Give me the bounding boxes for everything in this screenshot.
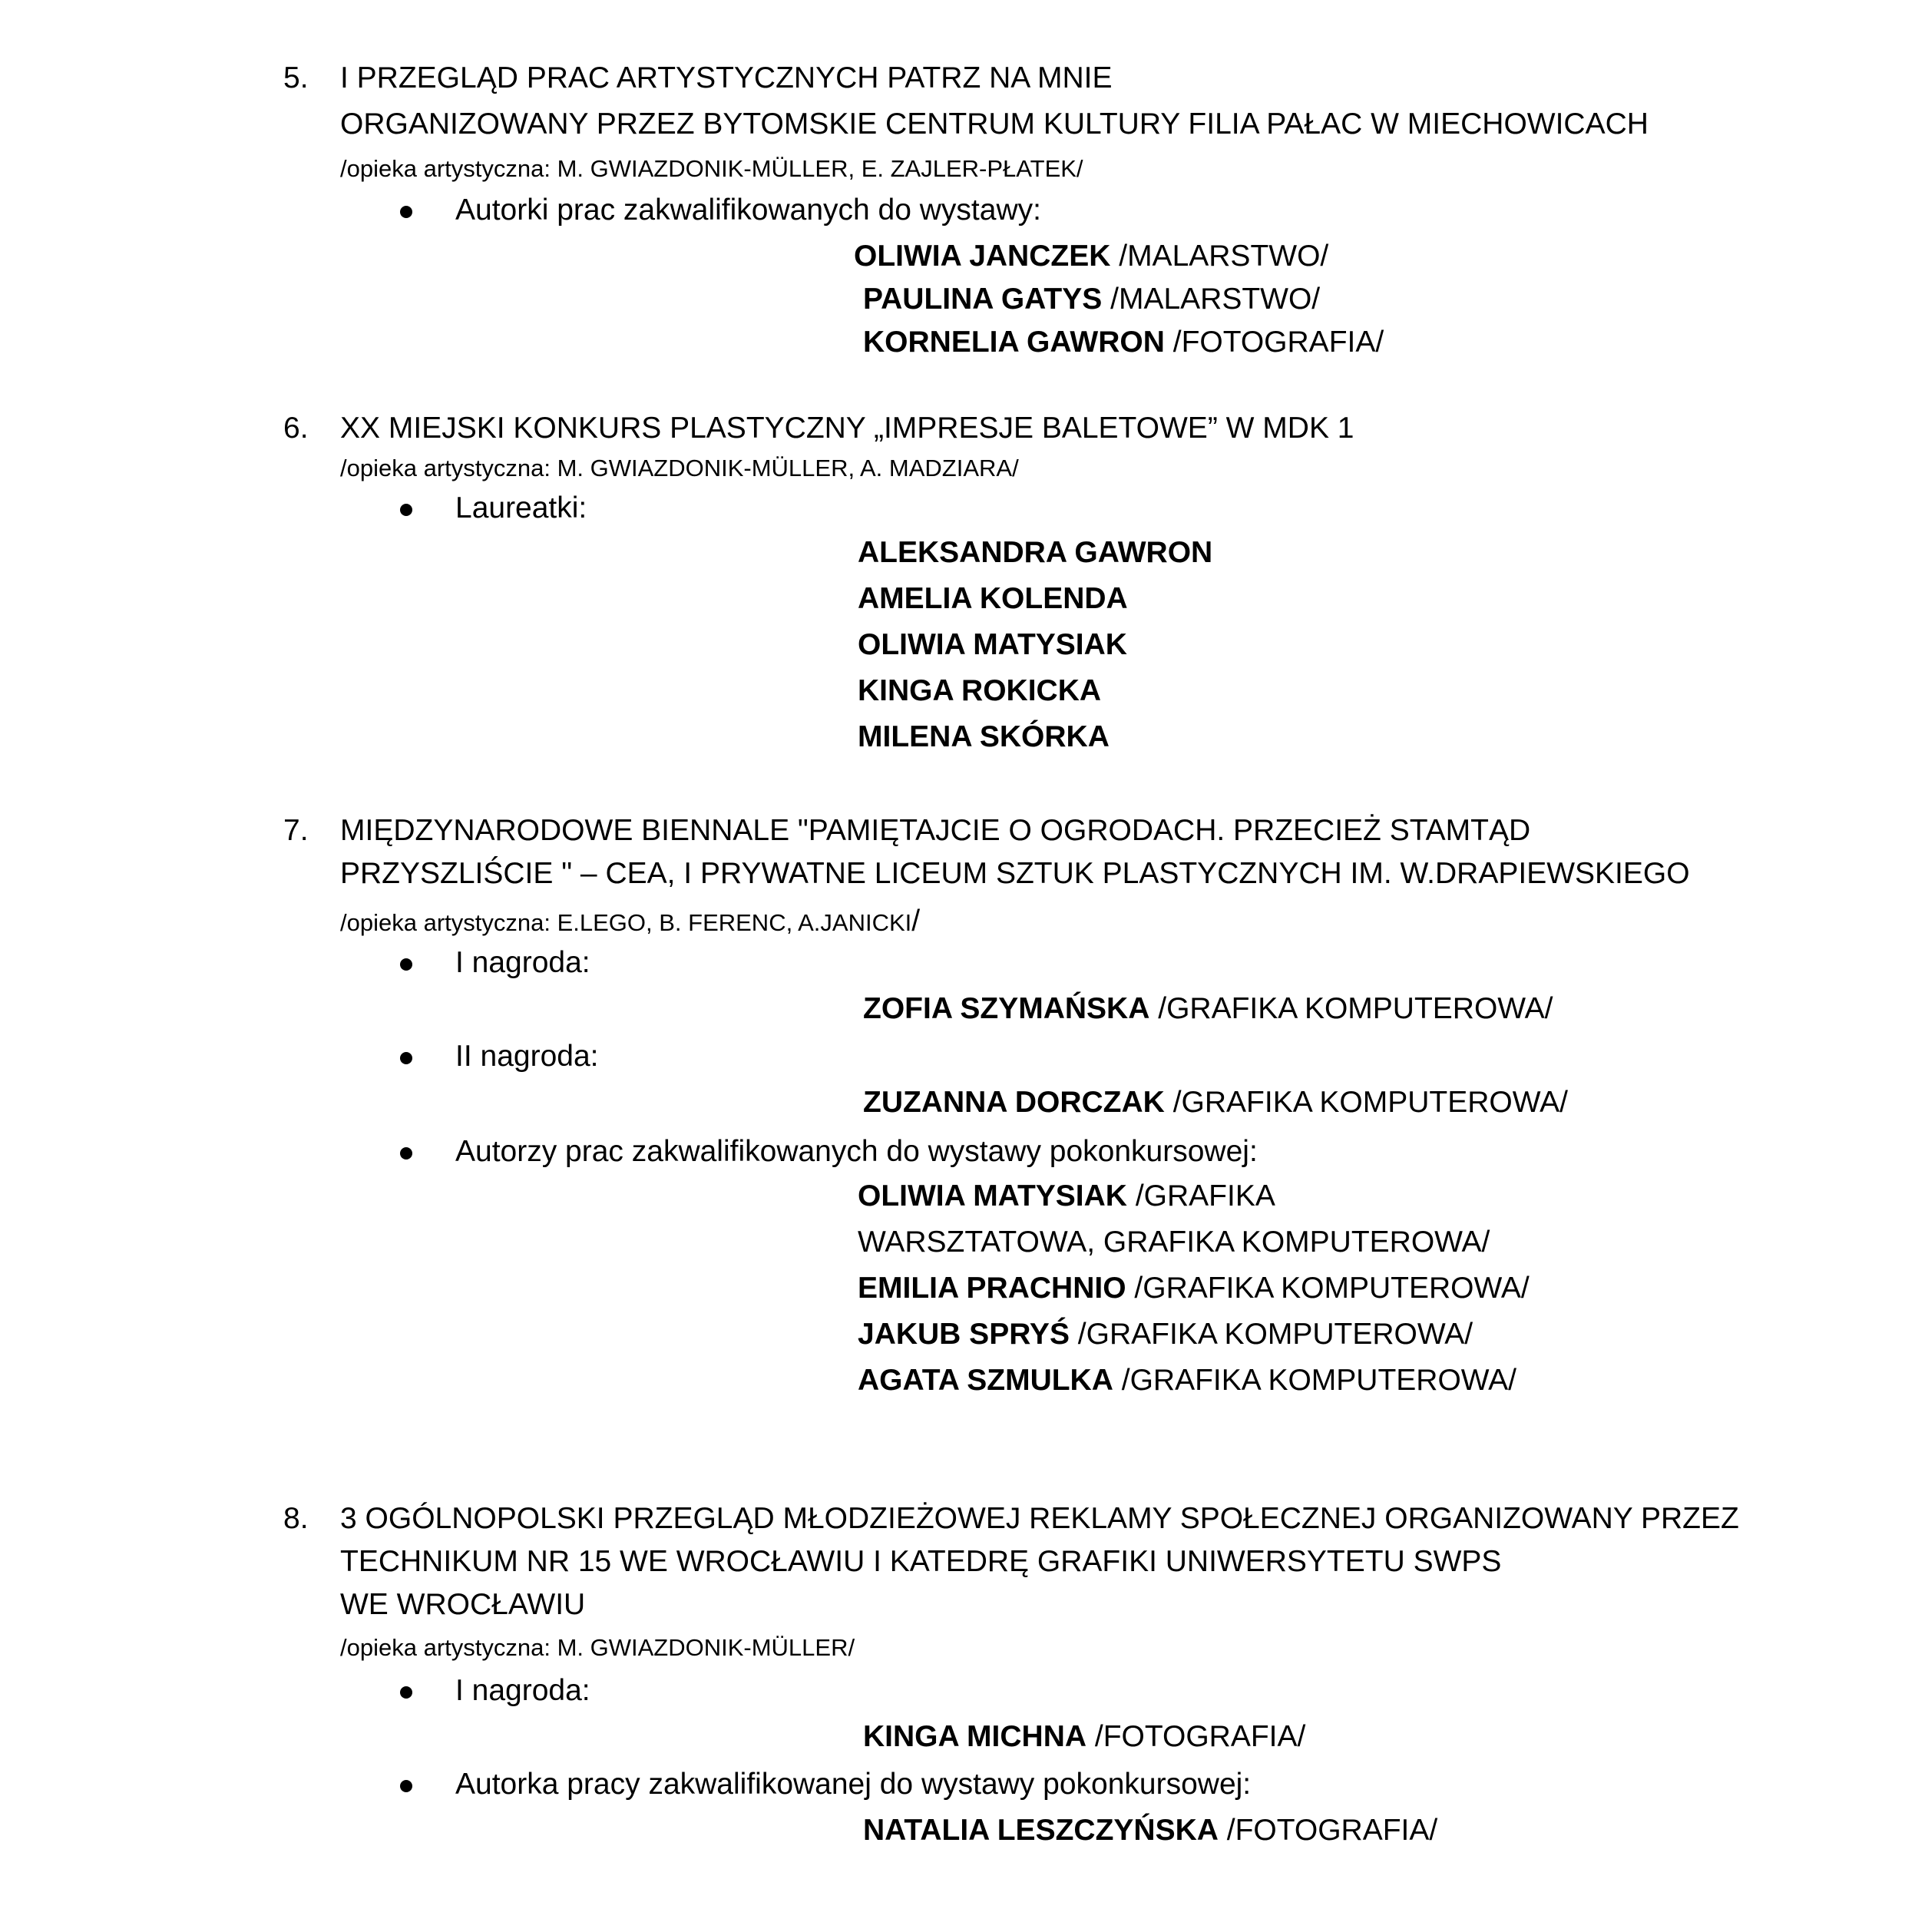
section-number: 8. xyxy=(283,1502,309,1535)
entry-detail: /GRAFIKA KOMPUTEROWA/ xyxy=(1077,1318,1473,1351)
section-title-line: WE WROCŁAWIU xyxy=(340,1588,586,1621)
artistic-care-note xyxy=(340,905,920,938)
entry-name: OLIWIA JANCZEK xyxy=(854,240,1111,273)
section-title-line: XX MIEJSKI KONKURS PLASTYCZNY „IMPRESJE BALETOWE” W MDK 1 xyxy=(340,412,1354,445)
entry-name: AGATA SZMULKA xyxy=(858,1364,1113,1397)
entry-line xyxy=(863,326,1384,359)
section-number: 7. xyxy=(283,814,309,847)
entry-name: KORNELIA GAWRON xyxy=(863,326,1165,359)
entry-detail: /GRAFIKA KOMPUTEROWA/ xyxy=(1158,992,1553,1025)
entry-name: PAULINA GATYS xyxy=(863,283,1103,316)
group-label: Autorzy prac zakwalifikowanych do wystawy pokonkursowej: xyxy=(455,1135,1258,1168)
entry-name: NATALIA LESZCZYŃSKA xyxy=(863,1814,1219,1847)
artistic-care-note: /opieka artystyczna: M. GWIAZDONIK-MÜLLER, E. ZAJLER-PŁATEK/ xyxy=(340,155,1083,182)
entry-detail: /MALARSTWO/ xyxy=(1110,283,1321,316)
entry-line xyxy=(858,1179,1275,1213)
entry-line xyxy=(854,240,1328,273)
bullet-icon xyxy=(400,1052,412,1064)
section-title-line: I PRZEGLĄD PRAC ARTYSTYCZNYCH PATRZ NA MNIE xyxy=(340,61,1113,94)
entry-name: EMILIA PRACHNIO xyxy=(858,1272,1126,1305)
section-title-line: MIĘDZYNARODOWE BIENNALE "PAMIĘTAJCIE O OGRODACH. PRZECIEŻ STAMTĄD xyxy=(340,814,1531,847)
artistic-care-text: /opieka artystyczna: E.LEGO, B. FERENC, A.JANICKI xyxy=(340,909,912,936)
entry-line xyxy=(858,1226,1490,1259)
entry-line xyxy=(858,1364,1516,1398)
entry-name: OLIWIA MATYSIAK xyxy=(858,628,1127,661)
group-label: I nagroda: xyxy=(455,946,590,979)
entry-name: OLIWIA MATYSIAK xyxy=(858,1179,1127,1212)
entry-name: ALEKSANDRA GAWRON xyxy=(858,536,1213,569)
section-number: 6. xyxy=(283,412,309,445)
entry-detail: /GRAFIKA KOMPUTEROWA/ xyxy=(1134,1272,1530,1305)
entry-name: KINGA MICHNA xyxy=(863,1720,1087,1753)
entry-detail: /GRAFIKA KOMPUTEROWA/ xyxy=(1121,1364,1517,1397)
bullet-icon xyxy=(400,504,412,516)
bullet-icon xyxy=(400,1147,412,1160)
bullet-icon xyxy=(400,1686,412,1699)
entry-detail: /FOTOGRAFIA/ xyxy=(1172,326,1384,359)
entry-detail: WARSZTATOWA, GRAFIKA KOMPUTEROWA/ xyxy=(858,1226,1490,1259)
entry-detail: /MALARSTWO/ xyxy=(1119,240,1329,273)
entry-detail: /GRAFIKA KOMPUTEROWA/ xyxy=(1172,1086,1568,1119)
entry-line xyxy=(858,1272,1530,1305)
entry-line xyxy=(863,1720,1305,1754)
entry-detail: /FOTOGRAFIA/ xyxy=(1226,1814,1438,1847)
entry-name: AMELIA KOLENDA xyxy=(858,582,1128,615)
entry-line xyxy=(863,1814,1437,1848)
section-title-line: ORGANIZOWANY PRZEZ BYTOMSKIE CENTRUM KULTURY FILIA PAŁAC W MIECHOWICACH xyxy=(340,108,1649,141)
group-label: I nagroda: xyxy=(455,1674,590,1707)
entry-line xyxy=(858,628,1127,662)
artistic-care-note: /opieka artystyczna: M. GWIAZDONIK-MÜLLER, A. MADZIARA/ xyxy=(340,455,1019,481)
entry-name: JAKUB SPRYŚ xyxy=(858,1318,1070,1351)
entry-name: MILENA SKÓRKA xyxy=(858,720,1110,753)
group-label: Laureatki: xyxy=(455,491,587,524)
entry-detail: /FOTOGRAFIA/ xyxy=(1094,1720,1306,1753)
entry-detail: /GRAFIKA xyxy=(1135,1179,1275,1212)
section-title-line: PRZYSZLIŚCIE " – CEA, I PRYWATNE LICEUM SZTUK PLASTYCZNYCH IM. W.DRAPIEWSKIEGO xyxy=(340,857,1690,890)
group-label: Autorka pracy zakwalifikowanej do wystawy pokonkursowej: xyxy=(455,1768,1252,1801)
section-title-line: 3 OGÓLNOPOLSKI PRZEGLĄD MŁODZIEŻOWEJ REKLAMY SPOŁECZNEJ ORGANIZOWANY PRZEZ xyxy=(340,1502,1739,1535)
entry-line xyxy=(858,1318,1473,1351)
entry-name: ZOFIA SZYMAŃSKA xyxy=(863,992,1150,1025)
entry-line xyxy=(863,283,1320,316)
bullet-icon xyxy=(400,958,412,971)
entry-line xyxy=(858,720,1110,754)
group-label: Autorki prac zakwalifikowanych do wystawy: xyxy=(455,194,1041,227)
entry-name: KINGA ROKICKA xyxy=(858,674,1102,707)
entry-name: ZUZANNA DORCZAK xyxy=(863,1086,1165,1119)
bullet-icon xyxy=(400,1780,412,1792)
artistic-care-tail: / xyxy=(911,905,921,938)
section-number: 5. xyxy=(283,61,309,94)
entry-line xyxy=(858,674,1101,708)
group-label: II nagroda: xyxy=(455,1040,599,1073)
section-title-line: TECHNIKUM NR 15 WE WROCŁAWIU I KATEDRĘ GRAFIKI UNIWERSYTETU SWPS xyxy=(340,1545,1502,1578)
entry-line xyxy=(863,992,1553,1026)
entry-line xyxy=(863,1086,1568,1120)
entry-line xyxy=(858,536,1212,570)
artistic-care-note: /opieka artystyczna: M. GWIAZDONIK-MÜLLER/ xyxy=(340,1634,855,1661)
entry-line xyxy=(858,582,1128,616)
bullet-icon xyxy=(400,206,412,218)
